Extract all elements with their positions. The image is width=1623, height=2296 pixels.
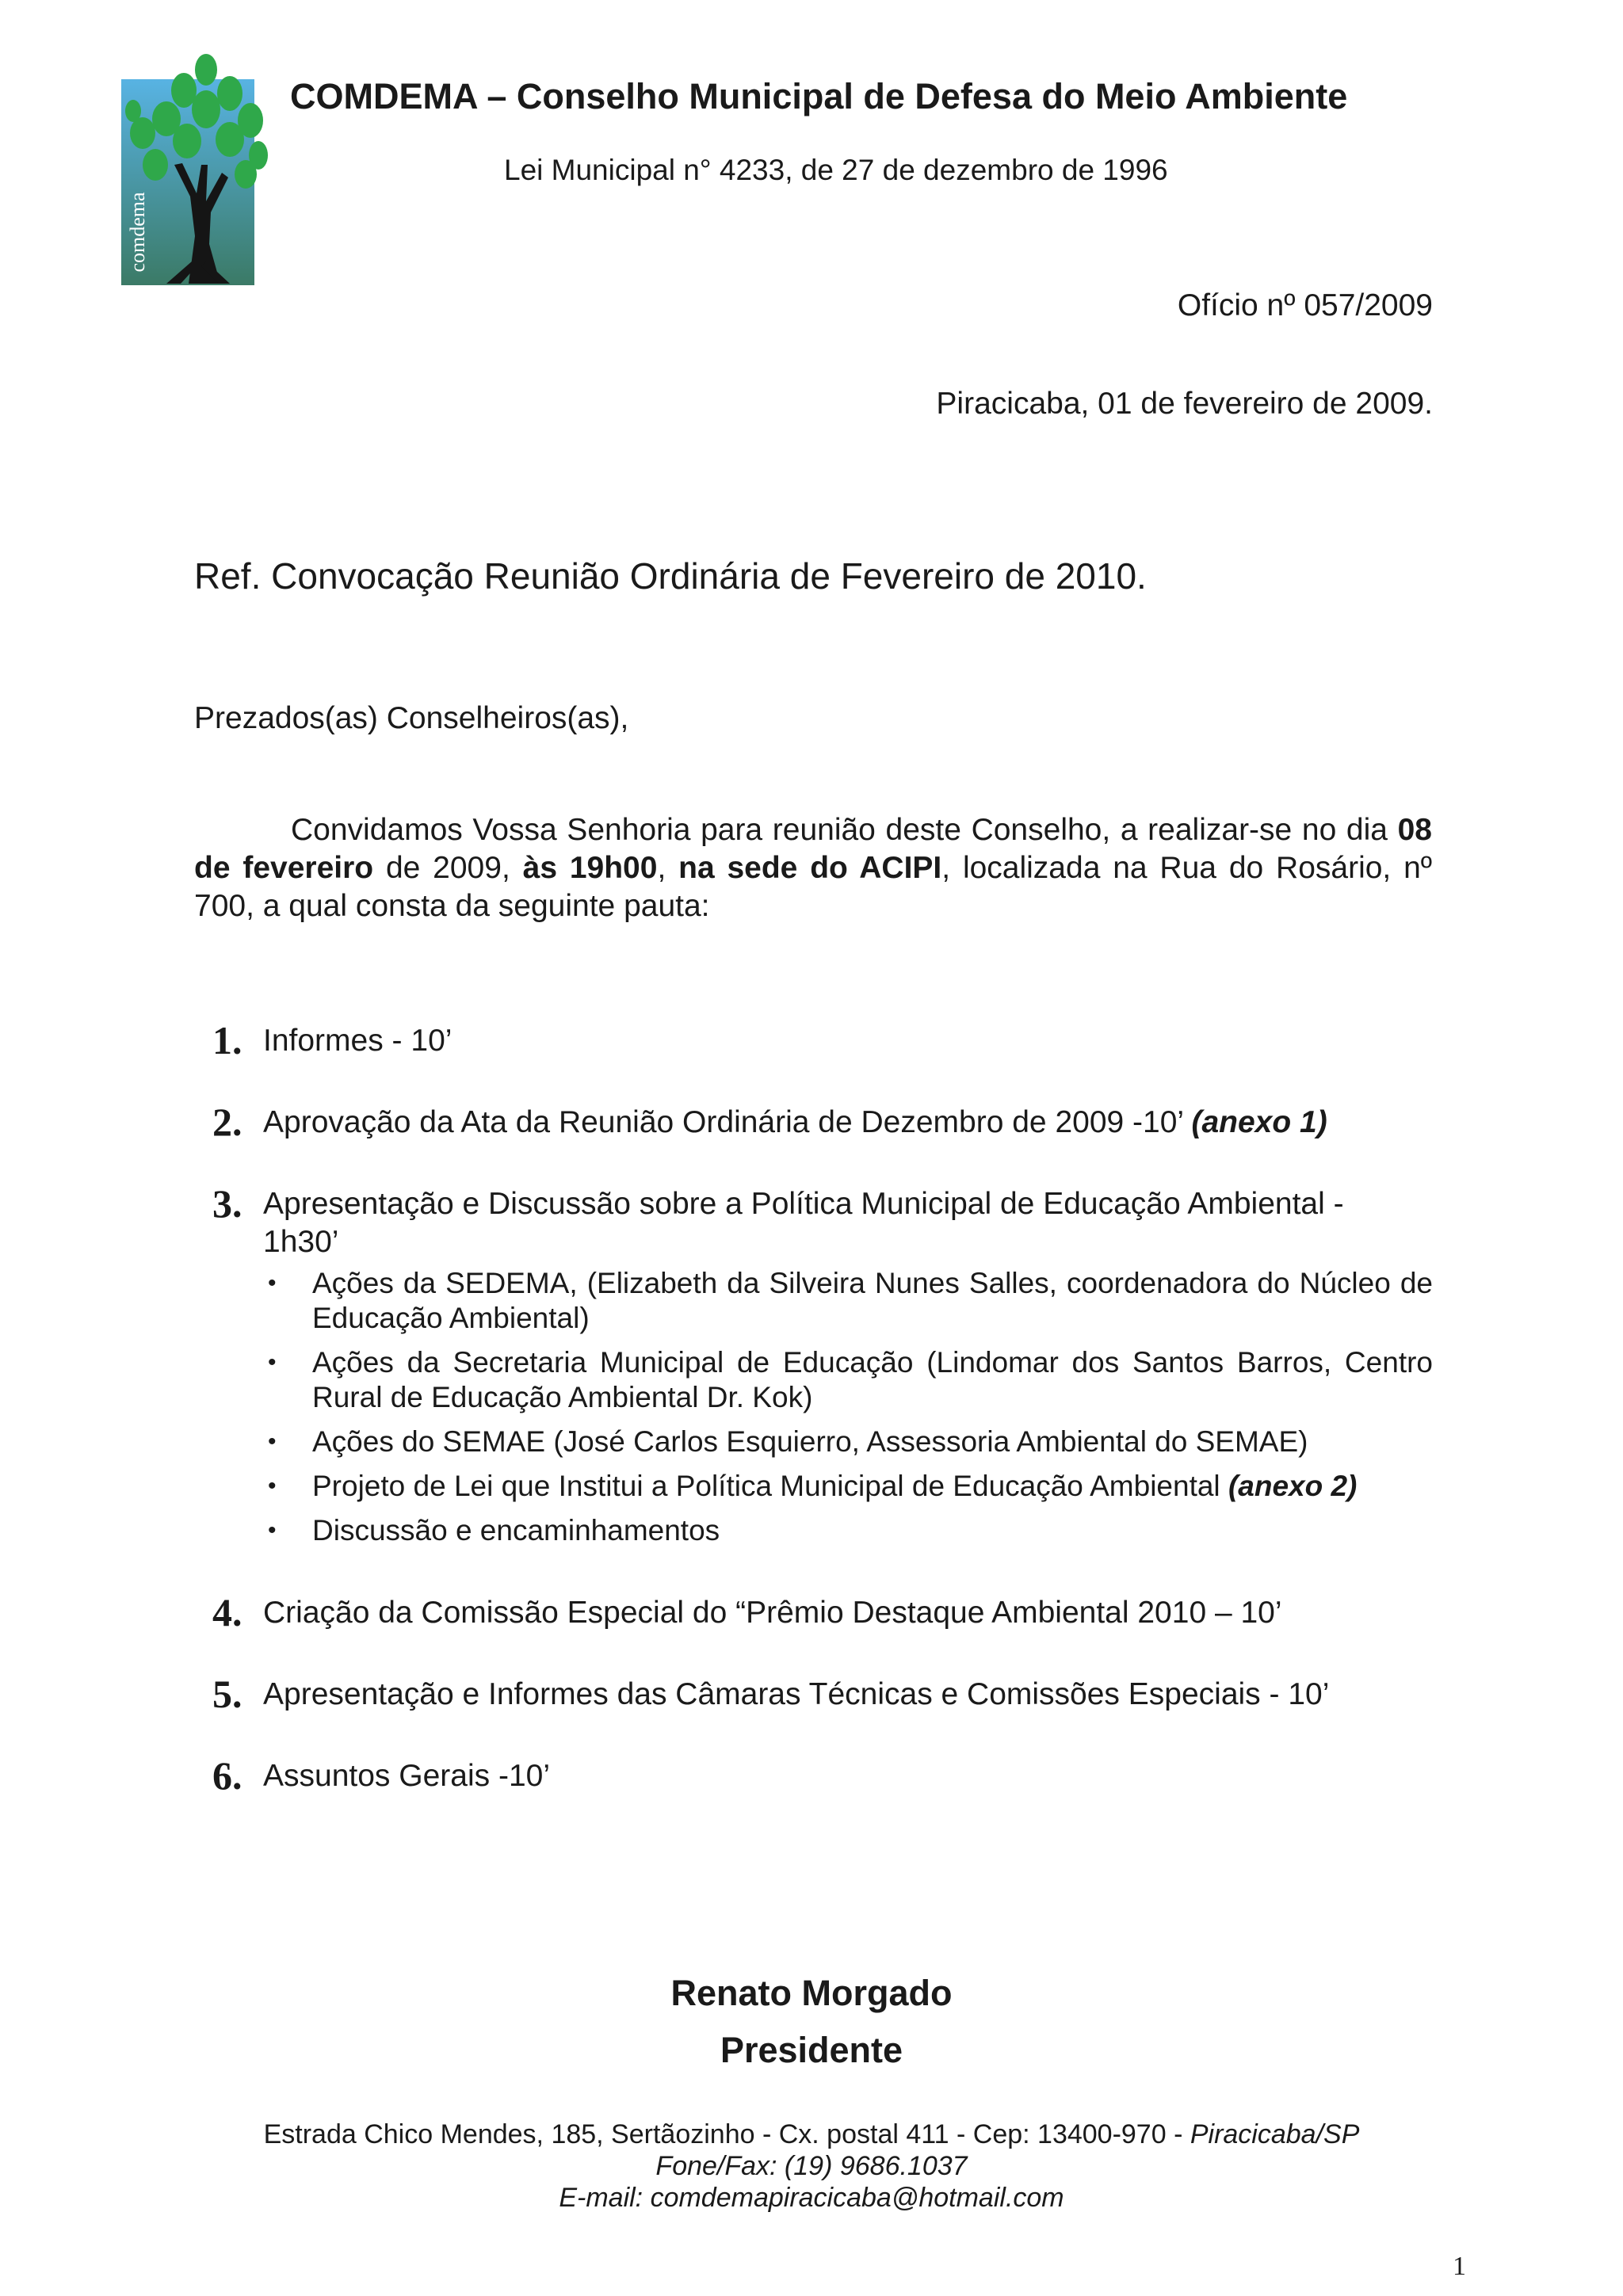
- agenda-text: Assuntos Gerais -10’: [263, 1759, 550, 1793]
- sub-item-text: Ações do SEMAE (José Carlos Esquierro, Assessoria Ambiental do SEMAE): [312, 1425, 1308, 1458]
- signatory-name: Renato Morgado: [670, 1973, 953, 2013]
- reference-line: Ref. Convocação Reunião Ordinária de Fevereiro de 2010.: [194, 555, 1147, 597]
- meeting-time: às 19h00: [522, 851, 658, 885]
- bullet-icon: •: [268, 1428, 277, 1455]
- law-reference: Lei Municipal n° 4233, de 27 de dezembro de 1996: [504, 154, 1168, 186]
- sub-item-text: Ações da SEDEMA, (Elizabeth da Silveira Nunes Salles, coordenadora do Núcleo de Educação Ambiental): [312, 1267, 1433, 1334]
- meeting-date: 08 de fevereiro: [194, 813, 1432, 885]
- agenda-text: Informes - 10’: [263, 1024, 453, 1058]
- meeting-venue: na sede do ACIPI: [678, 851, 942, 885]
- sub-item-text: Ações da Secretaria Municipal de Educação (Lindomar dos Santos Barros, Centro Rural de Educação Ambiental Dr. Kok): [312, 1346, 1433, 1413]
- agenda-number: 6.: [212, 1753, 242, 1798]
- annex-label: (anexo 2): [1228, 1470, 1358, 1502]
- agenda-number: 5.: [212, 1672, 242, 1716]
- comdema-logo: [119, 54, 269, 288]
- body-text-4: , localizada na Rua do Rosário, nº 700, a qual consta da seguinte pauta:: [194, 851, 1433, 923]
- bullet-icon: •: [268, 1270, 277, 1296]
- footer-address: [0, 2119, 1623, 2150]
- agenda-text: Criação da Comissão Especial do “Prêmio Destaque Ambiental 2010 – 10’: [263, 1596, 1282, 1630]
- footer-phone: Fone/Fax: (19) 9686.1037: [655, 2151, 968, 2181]
- sub-item-text: Projeto de Lei que Institui a Política Municipal de Educação Ambiental: [312, 1470, 1228, 1502]
- page-number: 1: [1453, 2252, 1466, 2281]
- signatory-role: Presidente: [720, 2030, 903, 2070]
- footer-address-text: Estrada Chico Mendes, 185, Sertãozinho - Cx. postal 411 - Cep: 13400-970 -: [263, 2119, 1190, 2149]
- agenda-text: Apresentação e Informes das Câmaras Técnicas e Comissões Especiais - 10’: [263, 1677, 1330, 1711]
- logo-label: comdema: [126, 192, 149, 273]
- body-text-3: ,: [657, 851, 679, 885]
- agenda-number: 4.: [212, 1590, 242, 1634]
- body-text-1: Convidamos Vossa Senhoria para reunião deste Conselho, a realizar-se no dia: [291, 813, 1398, 847]
- organization-title: COMDEMA – Conselho Municipal de Defesa do Meio Ambiente: [290, 76, 1348, 116]
- sub-item-text: Discussão e encaminhamentos: [312, 1514, 720, 1547]
- bullet-icon: •: [268, 1473, 277, 1499]
- agenda-number: 3.: [212, 1181, 242, 1226]
- footer-city: Piracicaba/SP: [1190, 2119, 1360, 2149]
- place-date: Piracicaba, 01 de fevereiro de 2009.: [936, 387, 1433, 421]
- invitation-paragraph: [194, 811, 1432, 925]
- agenda-text: Aprovação da Ata da Reunião Ordinária de Dezembro de 2009 -10’: [263, 1105, 1192, 1139]
- bullet-icon: •: [268, 1349, 277, 1375]
- body-text-2: de 2009,: [373, 851, 523, 885]
- annex-label: (anexo 1): [1191, 1105, 1327, 1139]
- footer-email: E-mail: comdemapiracicaba@hotmail.com: [559, 2183, 1064, 2213]
- greeting: Prezados(as) Conselheiros(as),: [194, 701, 629, 735]
- bullet-icon: •: [268, 1517, 277, 1543]
- oficio-number: Ofício nº 057/2009: [1177, 288, 1433, 322]
- agenda-number: 2.: [212, 1100, 242, 1144]
- agenda-text: Apresentação e Discussão sobre a Política Municipal de Educação Ambiental - 1h30’: [263, 1187, 1344, 1259]
- agenda-number: 1.: [212, 1018, 242, 1062]
